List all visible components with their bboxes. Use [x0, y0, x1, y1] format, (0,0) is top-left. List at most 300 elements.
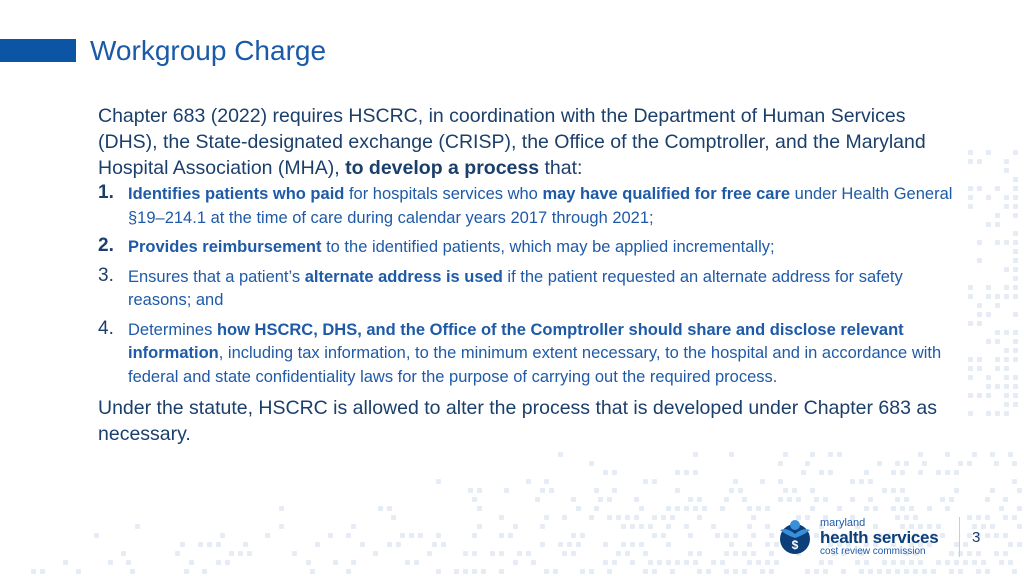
background-dot — [765, 506, 770, 511]
background-dot — [666, 542, 671, 547]
background-dot — [378, 506, 383, 511]
background-dot — [612, 488, 617, 493]
background-dot — [675, 488, 680, 493]
background-dot — [540, 542, 545, 547]
background-dot — [995, 213, 1000, 218]
background-dot — [477, 488, 482, 493]
background-dot — [986, 312, 991, 317]
background-dot — [968, 195, 973, 200]
background-dot — [967, 461, 972, 466]
background-dot — [895, 569, 900, 574]
list-item-text: for hospitals services who — [344, 185, 543, 203]
background-dot — [968, 357, 973, 362]
background-dot — [922, 569, 927, 574]
background-dot — [1013, 312, 1018, 317]
background-dot — [360, 542, 365, 547]
background-dot — [648, 524, 653, 529]
list-item — [98, 236, 968, 260]
list-item — [98, 266, 968, 313]
background-dot — [967, 515, 972, 520]
list-item-text: Determines — [128, 320, 217, 339]
background-dot — [760, 479, 765, 484]
background-dot — [1017, 488, 1022, 493]
background-dot — [576, 542, 581, 547]
logo-line-commission: cost review commission — [820, 546, 926, 557]
background-dot — [562, 515, 567, 520]
background-dot — [958, 461, 963, 466]
background-dot — [468, 488, 473, 493]
background-dot — [454, 569, 459, 574]
background-dot — [855, 560, 860, 565]
list-item-emphasis: alternate address is used — [304, 267, 503, 286]
background-dot — [976, 569, 981, 574]
svg-text:$: $ — [791, 538, 799, 552]
background-dot — [1012, 569, 1017, 574]
background-dot — [279, 524, 284, 529]
background-dot — [1008, 560, 1013, 565]
background-dot — [720, 506, 725, 511]
background-dot — [733, 533, 738, 538]
background-dot — [571, 533, 576, 538]
background-dot — [639, 506, 644, 511]
background-dot — [828, 470, 833, 475]
background-dot — [40, 569, 45, 574]
background-dot — [742, 497, 747, 502]
background-dot — [1013, 258, 1018, 263]
background-dot — [986, 393, 991, 398]
background-dot — [751, 551, 756, 556]
background-dot — [1008, 542, 1013, 547]
background-dot — [877, 461, 882, 466]
background-dot — [963, 560, 968, 565]
background-dot — [580, 569, 585, 574]
background-dot — [625, 551, 630, 556]
background-dot — [968, 375, 973, 380]
background-dot — [463, 551, 468, 556]
background-dot — [472, 533, 477, 538]
background-dot — [621, 524, 626, 529]
background-dot — [265, 533, 270, 538]
background-dot — [481, 569, 486, 574]
background-dot — [1004, 330, 1009, 335]
background-dot — [576, 506, 581, 511]
background-dot — [747, 524, 752, 529]
background-dot — [499, 533, 504, 538]
background-dot — [837, 506, 842, 511]
background-dot — [895, 461, 900, 466]
background-dot — [904, 497, 909, 502]
background-dot — [630, 524, 635, 529]
background-dot — [1013, 294, 1018, 299]
background-dot — [977, 258, 982, 263]
background-dot — [661, 533, 666, 538]
background-dot — [1013, 402, 1018, 407]
background-dot — [891, 560, 896, 565]
background-dot — [765, 542, 770, 547]
background-dot — [751, 515, 756, 520]
background-dot — [184, 569, 189, 574]
list-item-emphasis: how HSCRC, DHS, and the Office of the Comptroller should share and disclose relevant information — [128, 320, 904, 362]
background-dot — [995, 384, 1000, 389]
background-dot — [787, 497, 792, 502]
background-dot — [792, 488, 797, 493]
background-dot — [121, 551, 126, 556]
background-dot — [693, 452, 698, 457]
background-dot — [729, 488, 734, 493]
background-dot — [531, 560, 536, 565]
background-dot — [607, 569, 612, 574]
background-dot — [819, 560, 824, 565]
background-dot — [977, 366, 982, 371]
background-dot — [805, 461, 810, 466]
background-dot — [598, 497, 603, 502]
background-dot — [1013, 384, 1018, 389]
background-dot — [589, 569, 594, 574]
background-dot — [625, 515, 630, 520]
background-dot — [643, 569, 648, 574]
background-dot — [333, 560, 338, 565]
background-dot — [769, 533, 774, 538]
background-dot — [688, 533, 693, 538]
background-dot — [544, 569, 549, 574]
background-dot — [697, 515, 702, 520]
background-dot — [670, 515, 675, 520]
background-dot — [976, 515, 981, 520]
background-dot — [756, 506, 761, 511]
background-dot — [819, 470, 824, 475]
background-dot — [526, 479, 531, 484]
background-dot — [976, 551, 981, 556]
background-dot — [796, 497, 801, 502]
background-dot — [990, 524, 995, 529]
background-dot — [747, 542, 752, 547]
background-dot — [1008, 452, 1013, 457]
background-dot — [864, 470, 869, 475]
footer-divider — [959, 517, 960, 557]
background-dot — [999, 560, 1004, 565]
background-dot — [814, 569, 819, 574]
background-dot — [1003, 551, 1008, 556]
background-dot — [189, 560, 194, 565]
background-dot — [814, 497, 819, 502]
background-dot — [805, 569, 810, 574]
background-dot — [310, 569, 315, 574]
background-dot — [697, 551, 702, 556]
background-dot — [634, 515, 639, 520]
background-dot — [504, 488, 509, 493]
background-dot — [652, 533, 657, 538]
background-dot — [216, 560, 221, 565]
background-dot — [994, 551, 999, 556]
background-dot — [1003, 497, 1008, 502]
background-dot — [427, 551, 432, 556]
background-dot — [684, 524, 689, 529]
background-dot — [945, 452, 950, 457]
background-dot — [558, 542, 563, 547]
background-dot — [639, 542, 644, 547]
background-dot — [972, 560, 977, 565]
background-dot — [666, 560, 671, 565]
background-dot — [891, 488, 896, 493]
background-dot — [1004, 348, 1009, 353]
background-dot — [63, 560, 68, 565]
background-dot — [594, 488, 599, 493]
background-dot — [328, 533, 333, 538]
background-dot — [765, 524, 770, 529]
background-dot — [108, 560, 113, 565]
background-dot — [968, 204, 973, 209]
list-item — [98, 319, 968, 390]
background-dot — [697, 569, 702, 574]
background-dot — [986, 375, 991, 380]
background-dot — [724, 551, 729, 556]
background-dot — [1013, 276, 1018, 281]
list-item-emphasis: Identifies patients who paid — [128, 185, 345, 203]
background-dot — [657, 560, 662, 565]
background-dot — [968, 159, 973, 164]
background-dot — [247, 551, 252, 556]
background-dot — [292, 551, 297, 556]
background-dot — [828, 452, 833, 457]
background-dot — [571, 497, 576, 502]
background-dot — [1004, 267, 1009, 272]
background-dot — [733, 479, 738, 484]
background-dot — [900, 560, 905, 565]
background-dot — [922, 461, 927, 466]
background-dot — [954, 488, 959, 493]
background-dot — [346, 533, 351, 538]
background-dot — [927, 506, 932, 511]
background-dot — [995, 303, 1000, 308]
background-dot — [589, 515, 594, 520]
background-dot — [913, 569, 918, 574]
background-dot — [733, 569, 738, 574]
background-dot — [535, 497, 540, 502]
background-dot — [661, 515, 666, 520]
slide-title: Workgroup Charge — [90, 35, 327, 66]
background-dot — [1017, 524, 1022, 529]
intro-paragraph — [98, 103, 968, 181]
background-dot — [684, 506, 689, 511]
background-dot — [882, 560, 887, 565]
background-dot — [562, 551, 567, 556]
background-dot — [1004, 285, 1009, 290]
background-dot — [985, 569, 990, 574]
background-dot — [986, 294, 991, 299]
background-dot — [747, 560, 752, 565]
background-dot — [472, 497, 477, 502]
background-dot — [688, 497, 693, 502]
background-dot — [1004, 366, 1009, 371]
background-dot — [612, 470, 617, 475]
background-dot — [742, 551, 747, 556]
background-dot — [477, 506, 482, 511]
background-dot — [652, 569, 657, 574]
background-dot — [1004, 168, 1009, 173]
background-dot — [414, 560, 419, 565]
background-dot — [387, 506, 392, 511]
background-dot — [607, 515, 612, 520]
background-dot — [513, 524, 518, 529]
background-dot — [769, 551, 774, 556]
list-item-number: 1. — [98, 182, 114, 203]
background-dot — [859, 569, 864, 574]
background-dot — [977, 303, 982, 308]
background-dot — [346, 569, 351, 574]
background-dot — [900, 488, 905, 493]
background-dot — [441, 542, 446, 547]
background-dot — [684, 560, 689, 565]
list-item-emphasis: Provides reimbursement — [128, 238, 322, 256]
background-dot — [130, 569, 135, 574]
background-dot — [688, 551, 693, 556]
background-dot — [1004, 393, 1009, 398]
background-dot — [238, 551, 243, 556]
background-dot — [544, 515, 549, 520]
background-dot — [126, 560, 131, 565]
background-dot — [1013, 339, 1018, 344]
background-dot — [630, 542, 635, 547]
background-dot — [985, 497, 990, 502]
background-dot — [499, 569, 504, 574]
background-dot — [711, 524, 716, 529]
background-dot — [733, 551, 738, 556]
background-dot — [909, 560, 914, 565]
background-dot — [693, 506, 698, 511]
background-dot — [198, 542, 203, 547]
background-dot — [279, 506, 284, 511]
background-dot — [967, 551, 972, 556]
background-dot — [986, 285, 991, 290]
background-dot — [1013, 267, 1018, 272]
background-dot — [1013, 150, 1018, 155]
hscrc-logo — [776, 517, 946, 559]
background-dot — [864, 560, 869, 565]
background-dot — [715, 533, 720, 538]
background-dot — [778, 479, 783, 484]
background-dot — [670, 569, 675, 574]
background-dot — [634, 497, 639, 502]
background-dot — [760, 569, 765, 574]
background-dot — [1004, 159, 1009, 164]
background-dot — [977, 159, 982, 164]
background-dot — [1013, 195, 1018, 200]
background-dot — [603, 470, 608, 475]
background-dot — [1013, 285, 1018, 290]
background-dot — [995, 411, 1000, 416]
background-dot — [986, 411, 991, 416]
background-dot — [477, 524, 482, 529]
background-dot — [315, 542, 320, 547]
background-dot — [1004, 294, 1009, 299]
background-dot — [643, 551, 648, 556]
background-dot — [558, 452, 563, 457]
background-dot — [180, 542, 185, 547]
background-dot — [603, 542, 608, 547]
background-dot — [868, 569, 873, 574]
background-dot — [508, 533, 513, 538]
background-dot — [837, 452, 842, 457]
background-dot — [891, 470, 896, 475]
background-dot — [995, 222, 1000, 227]
list-item-number: 2. — [98, 235, 114, 256]
background-dot — [1012, 479, 1017, 484]
outro-paragraph: Under the statute, HSCRC is allowed to alter the process that is developed under Chapter 683 as necessary. — [98, 397, 937, 445]
background-dot — [220, 533, 225, 538]
background-dot — [643, 479, 648, 484]
background-dot — [567, 542, 572, 547]
background-dot — [977, 312, 982, 317]
background-dot — [963, 542, 968, 547]
background-dot — [977, 186, 982, 191]
background-dot — [666, 524, 671, 529]
intro-bold: to develop a process — [345, 157, 540, 179]
background-dot — [711, 560, 716, 565]
background-dot — [994, 533, 999, 538]
background-dot — [463, 569, 468, 574]
background-dot — [693, 470, 698, 475]
background-dot — [810, 452, 815, 457]
background-dot — [756, 560, 761, 565]
background-dot — [900, 470, 905, 475]
background-dot — [945, 470, 950, 475]
background-dot — [432, 542, 437, 547]
background-dot — [603, 560, 608, 565]
background-dot — [621, 542, 626, 547]
background-dot — [810, 488, 815, 493]
background-dot — [904, 569, 909, 574]
background-dot — [990, 452, 995, 457]
hscrc-logo-icon — [776, 517, 814, 555]
background-dot — [738, 488, 743, 493]
intro-text-1: Chapter 683 (2022) requires HSCRC, in coordination with the Department of Human Services (DHS), the State-designated exchange (CRISP), the Office of the Comptroller, and the Maryland Hospital Association (MHA), — [98, 105, 926, 179]
background-dot — [652, 515, 657, 520]
background-dot — [1004, 357, 1009, 362]
background-dot — [981, 560, 986, 565]
background-dot — [94, 533, 99, 538]
list-item — [98, 183, 968, 230]
background-dot — [135, 524, 140, 529]
background-dot — [616, 515, 621, 520]
title-accent-bar — [0, 39, 76, 62]
background-dot — [909, 506, 914, 511]
background-dot — [1004, 195, 1009, 200]
background-dot — [409, 533, 414, 538]
background-dot — [949, 569, 954, 574]
background-dot — [1004, 375, 1009, 380]
background-dot — [994, 461, 999, 466]
background-dot — [986, 195, 991, 200]
background-dot — [810, 506, 815, 511]
background-dot — [1013, 330, 1018, 335]
background-dot — [675, 506, 680, 511]
background-dot — [981, 524, 986, 529]
background-dot — [589, 461, 594, 466]
background-dot — [1012, 461, 1017, 466]
background-dot — [968, 186, 973, 191]
background-dot — [977, 321, 982, 326]
background-dot — [968, 294, 973, 299]
requirements-list — [98, 183, 968, 389]
background-dot — [675, 470, 680, 475]
background-dot — [968, 150, 973, 155]
background-dot — [436, 569, 441, 574]
background-dot — [886, 569, 891, 574]
background-dot — [828, 560, 833, 565]
list-item-text: , including tax information, to the minimum extent necessary, to the hospital and in accordance with federal and state confidentiality laws for the purpose of carrying out the required process. — [128, 344, 942, 386]
background-dot — [995, 186, 1000, 191]
background-dot — [995, 240, 1000, 245]
